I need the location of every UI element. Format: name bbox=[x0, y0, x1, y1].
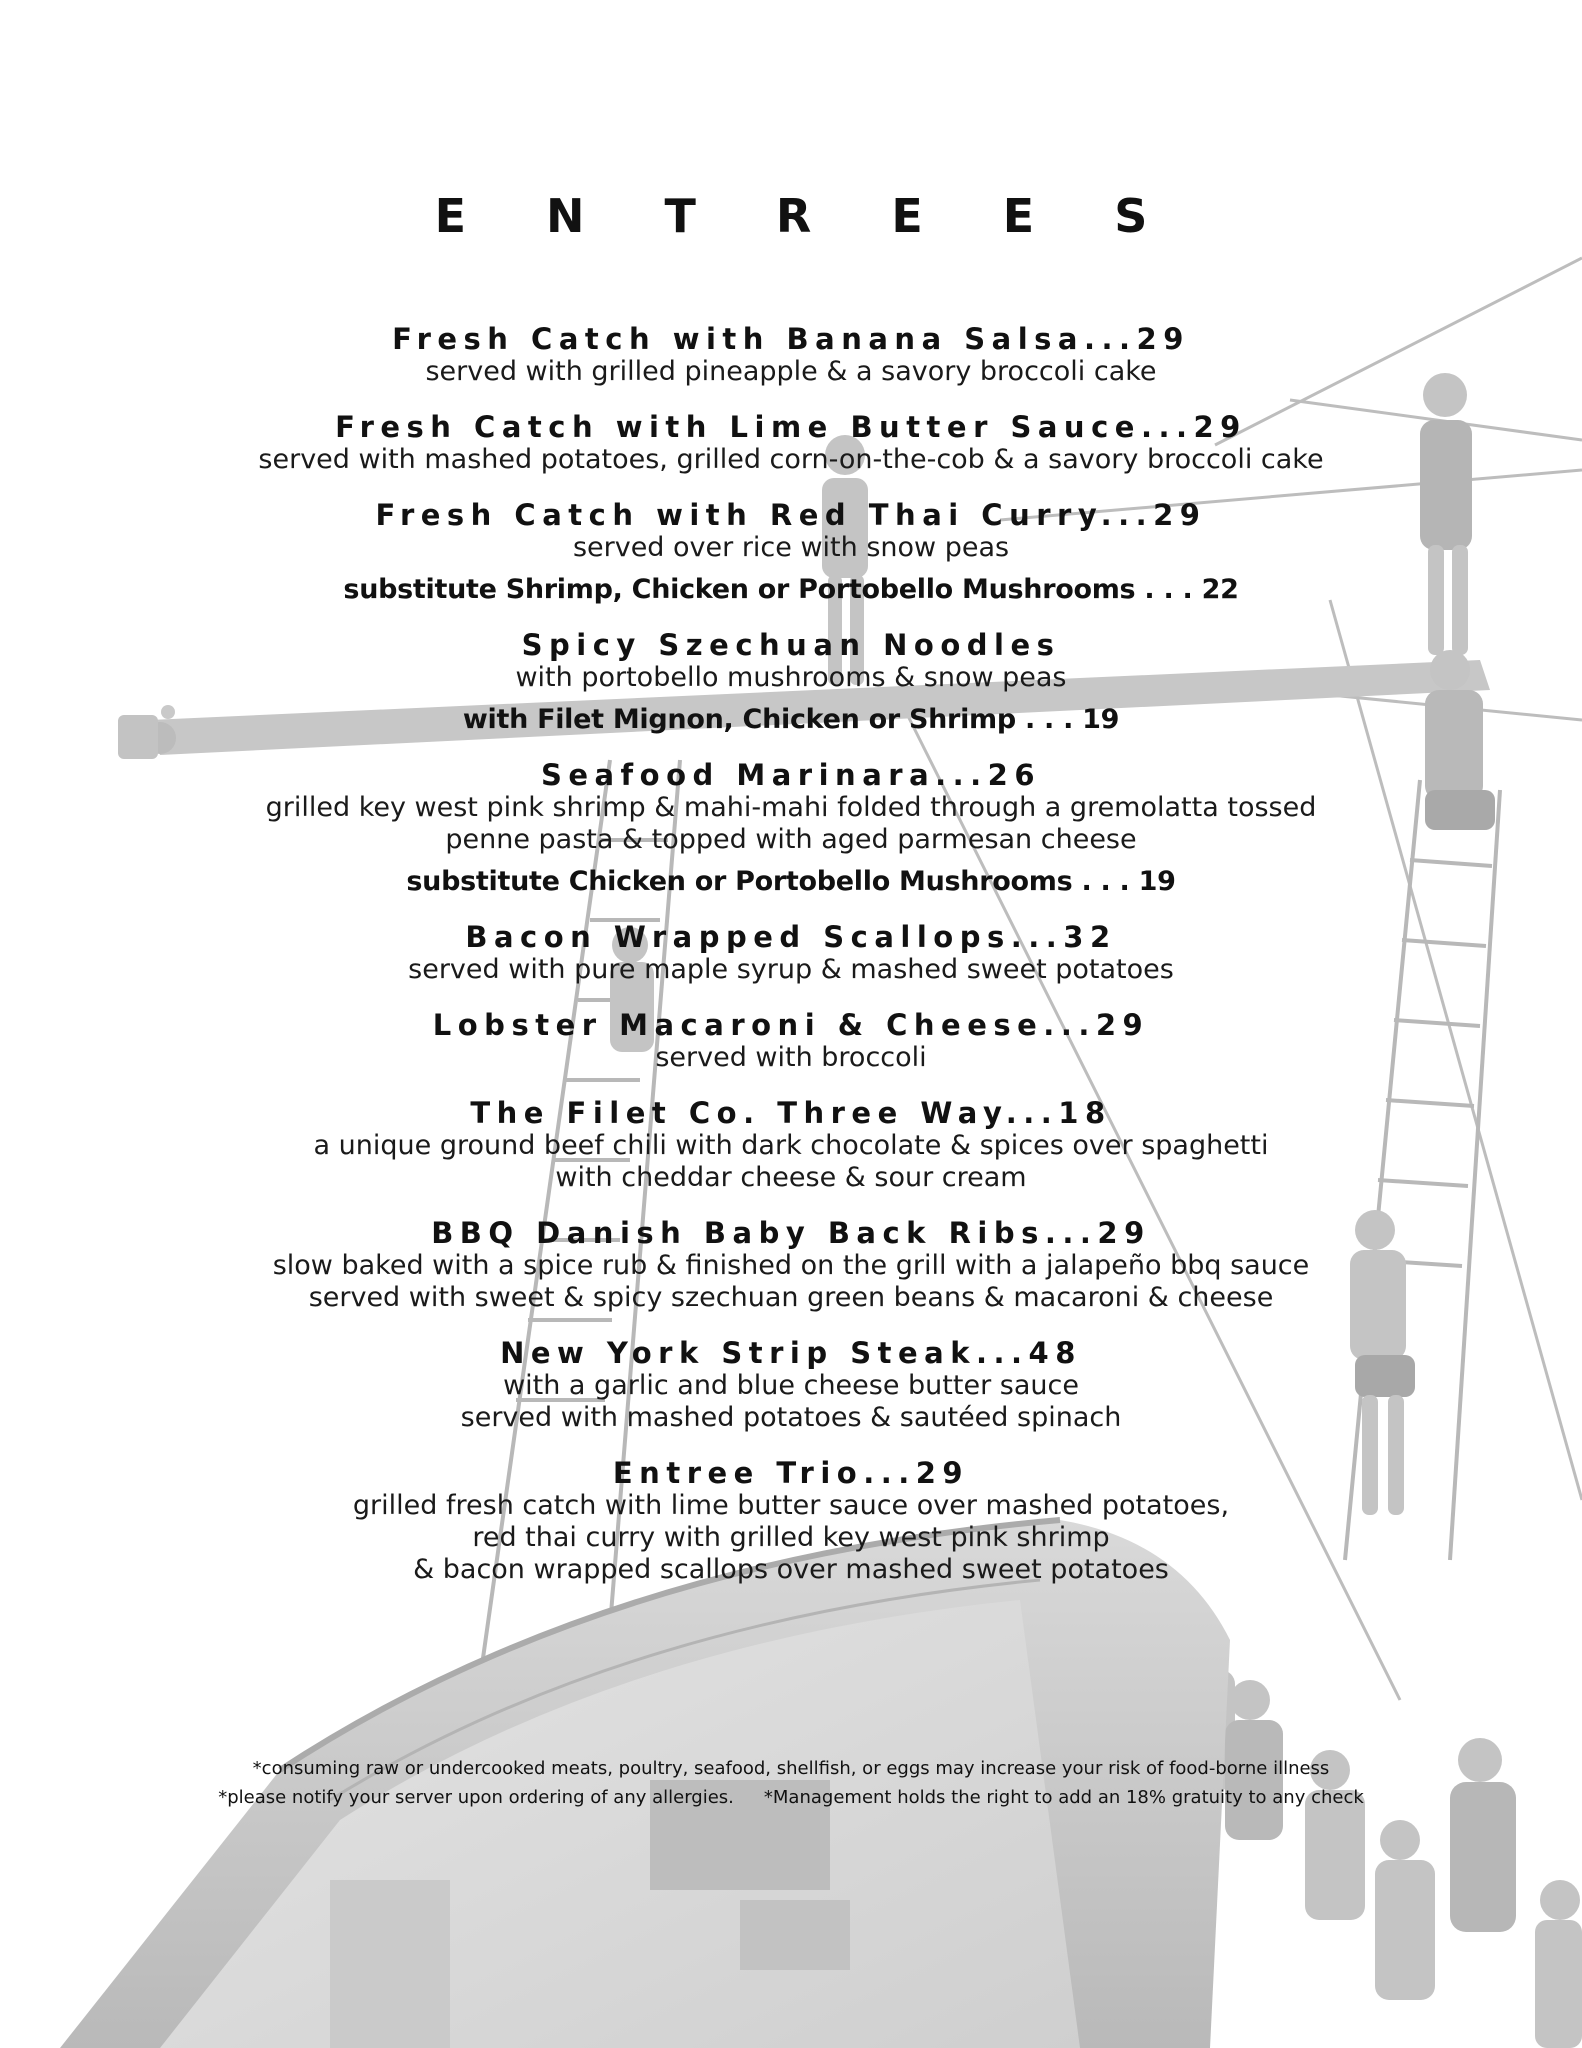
footnote-allergies-gratuity bbox=[0, 1783, 1582, 1812]
item-name: BBQ Danish Baby Back Ribs...29 bbox=[431, 1216, 1151, 1250]
menu-item bbox=[0, 322, 1582, 388]
item-description: served with pure maple syrup & mashed sweet potatoes bbox=[408, 954, 1174, 985]
menu-item bbox=[0, 410, 1582, 476]
item-name: Bacon Wrapped Scallops...32 bbox=[465, 920, 1117, 954]
menu-item bbox=[0, 628, 1582, 736]
item-name: Fresh Catch with Lime Butter Sauce...29 bbox=[335, 410, 1247, 444]
footnotes bbox=[0, 1754, 1582, 1812]
item-description: slow baked with a spice rub & finished on the grill with a jalapeño bbq sauce served with sweet & spicy szechuan green beans & macaroni & cheese bbox=[272, 1250, 1310, 1313]
item-description: grilled key west pink shrimp & mahi-mahi folded through a gremolatta tossed penne pasta & topped with aged parmesan cheese bbox=[265, 792, 1317, 855]
footnote-text: *consuming raw or undercooked meats, poultry, seafood, shellfish, or eggs may increase your risk of food-borne illness bbox=[252, 1758, 1330, 1779]
item-name: New York Strip Steak...48 bbox=[500, 1336, 1082, 1370]
item-substitution: substitute Chicken or Portobello Mushrooms . . . 19 bbox=[406, 866, 1176, 897]
menu-item bbox=[0, 498, 1582, 606]
item-name: Fresh Catch with Banana Salsa...29 bbox=[392, 322, 1190, 356]
item-description: grilled fresh catch with lime butter sauce over mashed potatoes, red thai curry with grilled key west pink shrimp & bacon wrapped scallops over mashed sweet potatoes bbox=[352, 1490, 1230, 1585]
item-name: Entree Trio...29 bbox=[612, 1456, 970, 1490]
entree-list bbox=[0, 322, 1582, 1608]
item-name: Lobster Macaroni & Cheese...29 bbox=[432, 1008, 1150, 1042]
item-name: Fresh Catch with Red Thai Curry...29 bbox=[375, 498, 1207, 532]
item-description: served with grilled pineapple & a savory broccoli cake bbox=[425, 356, 1157, 387]
menu-item bbox=[0, 920, 1582, 986]
item-substitution: substitute Shrimp, Chicken or Portobello Mushrooms . . . 22 bbox=[343, 574, 1239, 605]
page-title: E N T R E E S bbox=[434, 189, 1180, 243]
item-name: Spicy Szechuan Noodles bbox=[521, 628, 1061, 662]
item-description: with portobello mushrooms & snow peas bbox=[515, 662, 1067, 693]
item-description: a unique ground beef chili with dark chocolate & spices over spaghetti with cheddar cheese & sour cream bbox=[313, 1130, 1269, 1193]
menu-item bbox=[0, 1008, 1582, 1074]
menu-item bbox=[0, 1096, 1582, 1194]
footnote-gratuity: *Management holds the right to add an 18% gratuity to any check bbox=[763, 1787, 1364, 1808]
item-name: The Filet Co. Three Way...18 bbox=[470, 1096, 1112, 1130]
menu-item bbox=[0, 1456, 1582, 1586]
menu-item bbox=[0, 1216, 1582, 1314]
item-substitution: with Filet Mignon, Chicken or Shrimp . . . 19 bbox=[462, 704, 1120, 735]
item-description: served with mashed potatoes, grilled corn-on-the-cob & a savory broccoli cake bbox=[258, 444, 1324, 475]
footnote-food-safety bbox=[0, 1754, 1582, 1783]
item-description: served over rice with snow peas bbox=[572, 532, 1010, 563]
menu-item bbox=[0, 1336, 1582, 1434]
menu-item bbox=[0, 758, 1582, 898]
item-description: served with broccoli bbox=[655, 1042, 927, 1073]
footnote-allergies: *please notify your server upon ordering of any allergies. bbox=[218, 1787, 734, 1808]
item-name: Seafood Marinara...26 bbox=[540, 758, 1042, 792]
item-description: with a garlic and blue cheese butter sauce served with mashed potatoes & sautéed spinach bbox=[460, 1370, 1122, 1433]
